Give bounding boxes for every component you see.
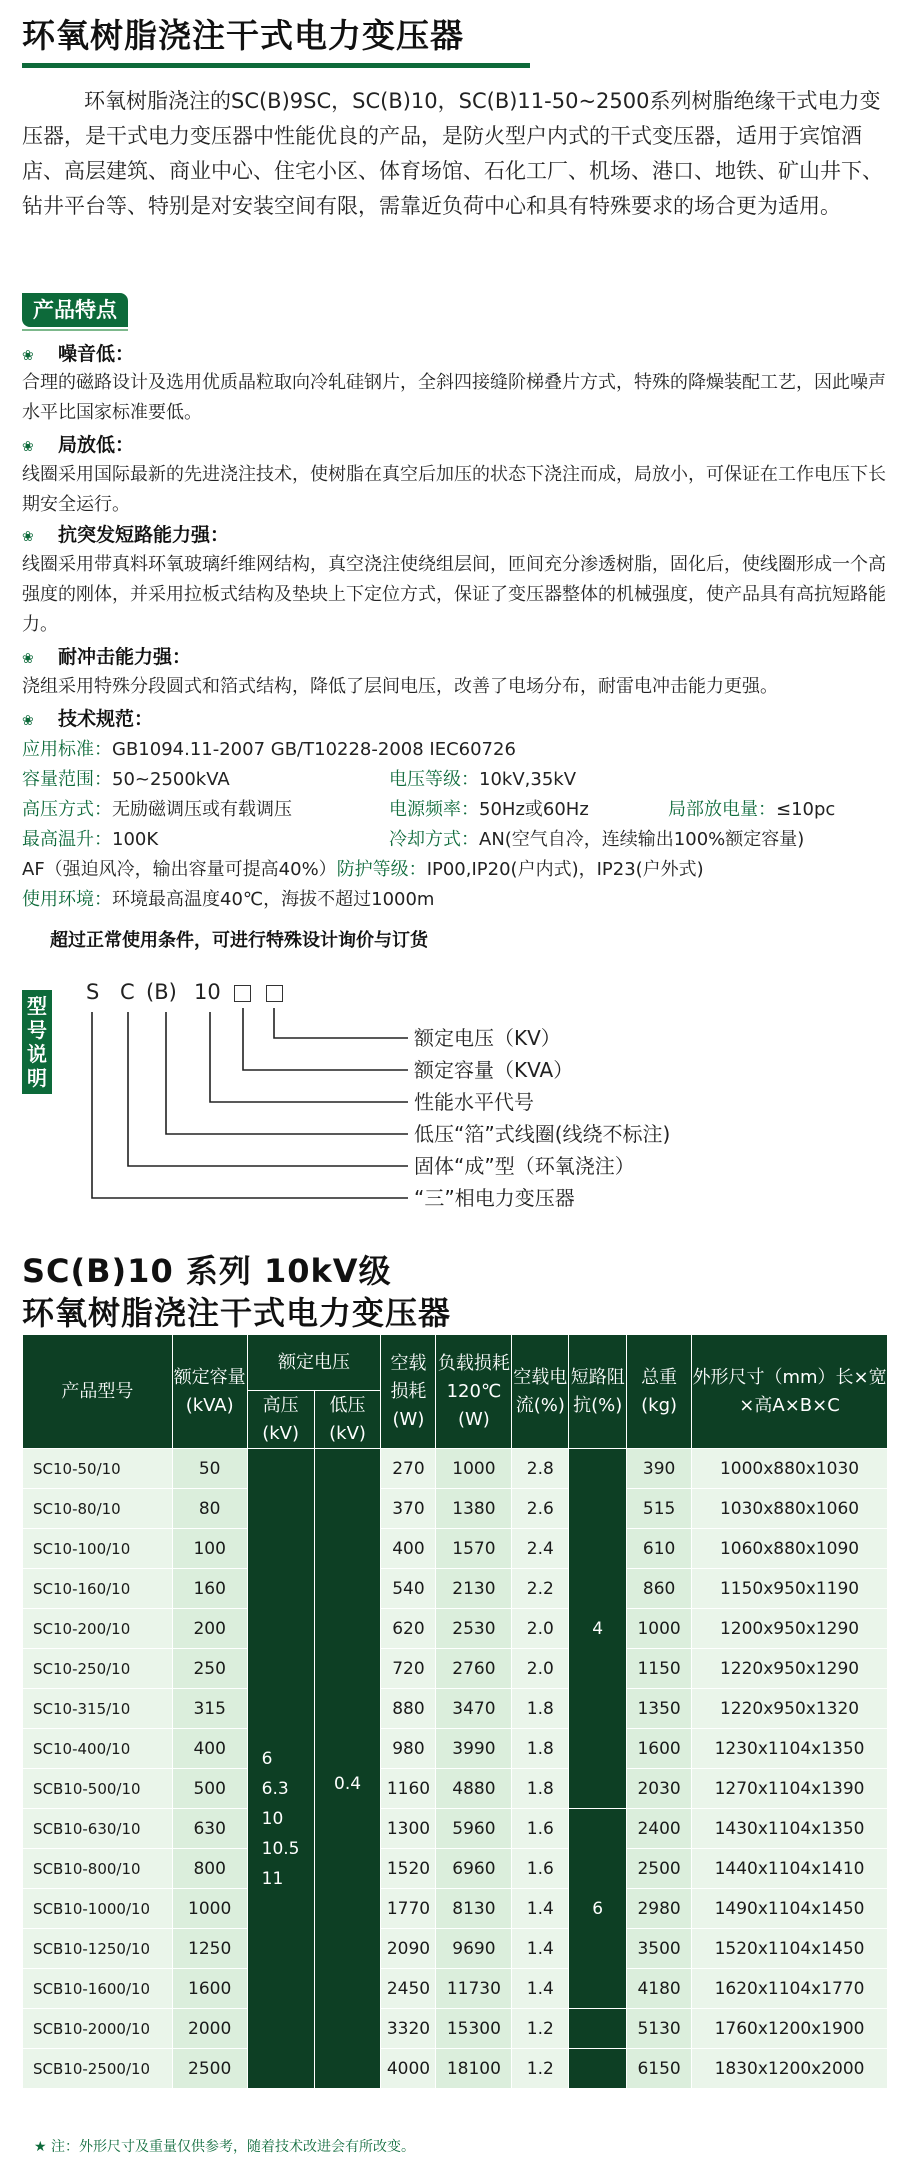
cell-model: SC10-315/10 <box>23 1689 173 1729</box>
spec-partial-discharge: 局部放电量：≤10pc <box>668 799 836 820</box>
table-row <box>23 1449 888 1489</box>
cell-impedance-empty <box>569 2009 627 2049</box>
intro-paragraph: 环氧树脂浇注的SC(B)9SC，SC(B)10，SC(B)11-50~2500系列树脂绝缘干式电力变压器，是干式电力变压器中性能优良的产品，是防火型户内式的干式变压器，适用于宾馆酒店、高层建筑、商业中心、住宅小区、体育场馆、石化工厂、机场、港口、地铁、矿山井下、钻井平台等、特别是对安装空间有限，需靠近负荷中心和具有特殊要求的场合更为适用。 <box>22 89 883 218</box>
cell-no-load-loss: 1520 <box>381 1849 436 1889</box>
cell-impedance-b: 6 <box>569 1809 627 2009</box>
table-row <box>23 1849 888 1889</box>
cell-load-loss: 1000 <box>436 1449 512 1489</box>
cell-model: SC10-200/10 <box>23 1609 173 1649</box>
cell-capacity: 630 <box>172 1809 247 1849</box>
cell-model: SCB10-2500/10 <box>23 2049 173 2089</box>
leaf-icon: ❀ <box>22 439 34 455</box>
spec-cooling: 冷却方式：AN(空气自冷，连续输出100%额定容量) <box>389 829 805 850</box>
cell-weight: 4180 <box>627 1969 692 2009</box>
leaf-icon: ❀ <box>22 651 34 667</box>
cell-no-load-current: 1.8 <box>512 1689 569 1729</box>
cell-capacity: 80 <box>172 1489 247 1529</box>
cell-dimensions: 1230x1104x1350 <box>692 1729 888 1769</box>
cell-weight: 1150 <box>627 1649 692 1689</box>
cell-no-load-current: 2.0 <box>512 1649 569 1689</box>
cell-dimensions: 1270x1104x1390 <box>692 1769 888 1809</box>
cell-load-loss: 5960 <box>436 1809 512 1849</box>
th-dimensions: 外形尺寸（mm）长×宽×高A×B×C <box>692 1335 888 1449</box>
th-no-load-current: 空载电流(%) <box>512 1335 569 1449</box>
cell-model: SCB10-500/10 <box>23 1769 173 1809</box>
table-row <box>23 1689 888 1729</box>
feature-text-noise: 合理的磁路设计及选用优质晶粒取向冷轧硅钢片，全斜四接缝阶梯叠片方式，特殊的降燥装配工艺，因此噪声水平比国家标准要低。 <box>22 372 886 423</box>
cell-no-load-loss: 370 <box>381 1489 436 1529</box>
table-row <box>23 1649 888 1689</box>
page-title: 环氧树脂浇注干式电力变压器 <box>22 16 464 55</box>
cell-dimensions: 1220x950x1290 <box>692 1649 888 1689</box>
hv-value: 11 <box>261 1868 284 1889</box>
model-line-capacity: 额定容量（KVA） <box>414 1058 574 1082</box>
cell-capacity: 400 <box>172 1729 247 1769</box>
cell-dimensions: 1220x950x1320 <box>692 1689 888 1729</box>
cell-no-load-current: 2.4 <box>512 1529 569 1569</box>
cell-lv: 0.4 <box>314 1449 381 2089</box>
cell-model: SC10-80/10 <box>23 1489 173 1529</box>
model-line-foil: 低压“箔”式线圈(线绕不标注) <box>414 1122 671 1146</box>
hv-value: 10.5 <box>261 1838 300 1859</box>
feature-text-impulse: 浇组采用特殊分段圆式和箔式结构，降低了层间电压，改善了电场分布，耐雷电冲击能力更强。 <box>22 676 778 697</box>
cell-model: SC10-100/10 <box>23 1529 173 1569</box>
th-model: 产品型号 <box>23 1335 173 1449</box>
cell-dimensions: 1830x1200x2000 <box>692 2049 888 2089</box>
cell-model: SCB10-630/10 <box>23 1809 173 1849</box>
cell-model: SCB10-1600/10 <box>23 1969 173 2009</box>
series-title-2: 环氧树脂浇注干式电力变压器 <box>22 1294 452 1332</box>
th-impedance: 短路阻抗(%) <box>569 1335 627 1449</box>
spec-standard: 应用标准：GB1094.11-2007 GB/T10228-2008 IEC60726 <box>22 739 516 760</box>
cell-no-load-current: 1.8 <box>512 1729 569 1769</box>
feature-text-pd: 线圈采用国际最新的先进浇注技术，使树脂在真空后加压的状态下浇注而成，局放小，可保证在工作电压下长期安全运行。 <box>22 464 886 515</box>
cell-no-load-loss: 1160 <box>381 1769 436 1809</box>
cell-weight: 515 <box>627 1489 692 1529</box>
cell-dimensions: 1060x880x1090 <box>692 1529 888 1569</box>
cell-capacity: 1600 <box>172 1969 247 2009</box>
cell-no-load-current: 1.4 <box>512 1929 569 1969</box>
cell-no-load-current: 2.0 <box>512 1609 569 1649</box>
cell-no-load-loss: 2090 <box>381 1929 436 1969</box>
cell-dimensions: 1030x880x1060 <box>692 1489 888 1529</box>
cell-load-loss: 9690 <box>436 1929 512 1969</box>
hv-value: 6.3 <box>261 1778 289 1799</box>
cell-weight: 1000 <box>627 1609 692 1649</box>
feature-title-pd: ❀ 局放低： <box>22 432 134 460</box>
cell-load-loss: 3990 <box>436 1729 512 1769</box>
features-badge: 产品特点 <box>22 293 128 327</box>
cell-model: SC10-50/10 <box>23 1449 173 1489</box>
cell-dimensions: 1490x1104x1450 <box>692 1889 888 1929</box>
cell-weight: 5130 <box>627 2009 692 2049</box>
cell-no-load-loss: 880 <box>381 1689 436 1729</box>
cell-no-load-current: 1.2 <box>512 2009 569 2049</box>
table-row <box>23 1969 888 2009</box>
cell-weight: 610 <box>627 1529 692 1569</box>
cell-dimensions: 1430x1104x1350 <box>692 1809 888 1849</box>
table-row <box>23 1889 888 1929</box>
feature-title-impulse: ❀ 耐冲击能力强： <box>22 644 191 672</box>
footnote: ★ 注：外形尺寸及重量仅供参考，随着技术改进会有所改变。 <box>34 2139 415 2155</box>
cell-model: SC10-250/10 <box>23 1649 173 1689</box>
cell-weight: 6150 <box>627 2049 692 2089</box>
cell-weight: 3500 <box>627 1929 692 1969</box>
leaf-icon: ❀ <box>22 529 34 545</box>
cell-capacity: 500 <box>172 1769 247 1809</box>
cell-capacity: 2000 <box>172 2009 247 2049</box>
model-line-level: 性能水平代号 <box>414 1090 534 1114</box>
table-row <box>23 2009 888 2049</box>
model-line-cast: 固体“成”型（环氧浇注） <box>414 1154 635 1178</box>
th-capacity: 额定容量(kVA) <box>172 1335 247 1449</box>
cell-no-load-current: 1.6 <box>512 1849 569 1889</box>
cell-no-load-current: 1.8 <box>512 1769 569 1809</box>
table-row <box>23 1929 888 1969</box>
cell-no-load-current: 1.4 <box>512 1889 569 1929</box>
code-s: S <box>86 980 100 1004</box>
cell-no-load-loss: 1770 <box>381 1889 436 1929</box>
cell-dimensions: 1520x1104x1450 <box>692 1929 888 1969</box>
cell-capacity: 250 <box>172 1649 247 1689</box>
cell-no-load-current: 1.6 <box>512 1809 569 1849</box>
cell-no-load-loss: 620 <box>381 1609 436 1649</box>
spec-af: AF（强迫风冷，输出容量可提高40%）防护等级：IP00,IP20(户内式)，IP23(户外式) <box>22 859 704 880</box>
spec-voltage: 电压等级：10kV,35kV <box>389 769 577 790</box>
cell-impedance-a: 4 <box>569 1449 627 1809</box>
cell-no-load-loss: 720 <box>381 1649 436 1689</box>
cell-no-load-current: 2.6 <box>512 1489 569 1529</box>
hv-value: 6 <box>261 1748 273 1769</box>
cell-no-load-loss: 540 <box>381 1569 436 1609</box>
cell-no-load-loss: 2450 <box>381 1969 436 2009</box>
table-row <box>23 1769 888 1809</box>
cell-weight: 2030 <box>627 1769 692 1809</box>
code-c: C <box>120 980 135 1004</box>
cell-capacity: 1000 <box>172 1889 247 1929</box>
feature-title-specs: ❀ 技术规范： <box>22 706 153 734</box>
cell-hv <box>247 1449 314 2089</box>
cell-dimensions: 1440x1104x1410 <box>692 1849 888 1889</box>
table-row <box>23 1529 888 1569</box>
cell-load-loss: 2760 <box>436 1649 512 1689</box>
code-b: (B) <box>146 980 177 1004</box>
cell-no-load-loss: 1300 <box>381 1809 436 1849</box>
cell-capacity: 800 <box>172 1849 247 1889</box>
cell-capacity: 160 <box>172 1569 247 1609</box>
cell-load-loss: 18100 <box>436 2049 512 2089</box>
th-hv: 高压(kV) <box>247 1391 314 1449</box>
cell-no-load-current: 1.2 <box>512 2049 569 2089</box>
cell-model: SCB10-1250/10 <box>23 1929 173 1969</box>
th-no-load-loss: 空载损耗(W) <box>381 1335 436 1449</box>
cell-capacity: 315 <box>172 1689 247 1729</box>
spec-frequency: 电源频率：50Hz或60Hz <box>389 799 589 820</box>
table-row <box>23 1569 888 1609</box>
cell-weight: 2500 <box>627 1849 692 1889</box>
cell-weight: 2400 <box>627 1809 692 1849</box>
spec-table <box>22 1334 888 2089</box>
table-row <box>23 1809 888 1849</box>
feature-title-noise: ❀ 噪音低： <box>22 341 134 369</box>
cell-dimensions: 1760x1200x1900 <box>692 2009 888 2049</box>
cell-load-loss: 1570 <box>436 1529 512 1569</box>
table-row <box>23 2049 888 2089</box>
cell-no-load-current: 2.8 <box>512 1449 569 1489</box>
cell-dimensions: 1200x950x1290 <box>692 1609 888 1649</box>
model-line-three-phase: “三”相电力变压器 <box>414 1186 575 1210</box>
cell-weight: 2980 <box>627 1889 692 1929</box>
cell-no-load-loss: 270 <box>381 1449 436 1489</box>
cell-model: SCB10-800/10 <box>23 1849 173 1889</box>
cell-no-load-loss: 4000 <box>381 2049 436 2089</box>
cell-capacity: 2500 <box>172 2049 247 2089</box>
spec-hv-mode: 高压方式：无励磁调压或有载调压 <box>22 799 292 820</box>
code-10: 10 <box>194 980 221 1004</box>
cell-impedance-empty <box>569 2049 627 2089</box>
cell-model: SC10-160/10 <box>23 1569 173 1609</box>
leaf-icon: ❀ <box>22 348 34 364</box>
table-row <box>23 1729 888 1769</box>
th-lv: 低压(kV) <box>314 1391 381 1449</box>
cell-model: SCB10-1000/10 <box>23 1889 173 1929</box>
series-title-1: SC(B)10 系列 10kV级 <box>22 1252 392 1290</box>
th-weight: 总重(kg) <box>627 1335 692 1449</box>
feature-text-short-circuit: 线圈采用带真料环氧玻璃纤维网结构，真空浇注使绕组层间，匝间充分渗透树脂，固化后，使线圈形成一个高强度的刚体，并采用拉板式结构及垫块上下定位方式，保证了变压器整体的机械强度，使产品具有高抗短路能力。 <box>22 554 886 635</box>
cell-model: SC10-400/10 <box>23 1729 173 1769</box>
cell-load-loss: 8130 <box>436 1889 512 1929</box>
th-rated-voltage: 额定电压 <box>247 1335 381 1391</box>
cell-load-loss: 2130 <box>436 1569 512 1609</box>
cell-load-loss: 2530 <box>436 1609 512 1649</box>
cell-no-load-loss: 3320 <box>381 2009 436 2049</box>
cell-capacity: 100 <box>172 1529 247 1569</box>
cell-no-load-current: 1.4 <box>512 1969 569 2009</box>
table-row <box>23 1609 888 1649</box>
cell-load-loss: 11730 <box>436 1969 512 2009</box>
cell-load-loss: 4880 <box>436 1769 512 1809</box>
cell-weight: 1600 <box>627 1729 692 1769</box>
cell-capacity: 200 <box>172 1609 247 1649</box>
spec-temp-rise: 最高温升：100K <box>22 829 159 850</box>
cell-dimensions: 1000x880x1030 <box>692 1449 888 1489</box>
spec-environment: 使用环境：环境最高温度40℃，海拔不超过1000m <box>22 889 435 910</box>
cell-load-loss: 3470 <box>436 1689 512 1729</box>
cell-no-load-loss: 980 <box>381 1729 436 1769</box>
cell-load-loss: 1380 <box>436 1489 512 1529</box>
spec-capacity: 容量范围：50~2500kVA <box>22 769 230 790</box>
cell-no-load-current: 2.2 <box>512 1569 569 1609</box>
cell-model: SCB10-2000/10 <box>23 2009 173 2049</box>
cell-weight: 390 <box>627 1449 692 1489</box>
cell-capacity: 50 <box>172 1449 247 1489</box>
cell-dimensions: 1620x1104x1770 <box>692 1969 888 2009</box>
cell-load-loss: 6960 <box>436 1849 512 1889</box>
table-row <box>23 1489 888 1529</box>
model-line-voltage: 额定电压（KV） <box>414 1026 561 1050</box>
cell-weight: 1350 <box>627 1689 692 1729</box>
cell-dimensions: 1150x950x1190 <box>692 1569 888 1609</box>
hv-value: 10 <box>261 1808 284 1829</box>
model-badge: 型号说明 <box>22 990 52 1094</box>
feature-title-short-circuit: ❀ 抗突发短路能力强： <box>22 522 229 550</box>
cell-no-load-loss: 400 <box>381 1529 436 1569</box>
special-design-note: 超过正常使用条件，可进行特殊设计询价与订货 <box>50 930 428 951</box>
cell-capacity: 1250 <box>172 1929 247 1969</box>
cell-weight: 860 <box>627 1569 692 1609</box>
th-load-loss: 负载损耗120℃(W) <box>436 1335 512 1449</box>
cell-load-loss: 15300 <box>436 2009 512 2049</box>
leaf-icon: ❀ <box>22 713 34 729</box>
